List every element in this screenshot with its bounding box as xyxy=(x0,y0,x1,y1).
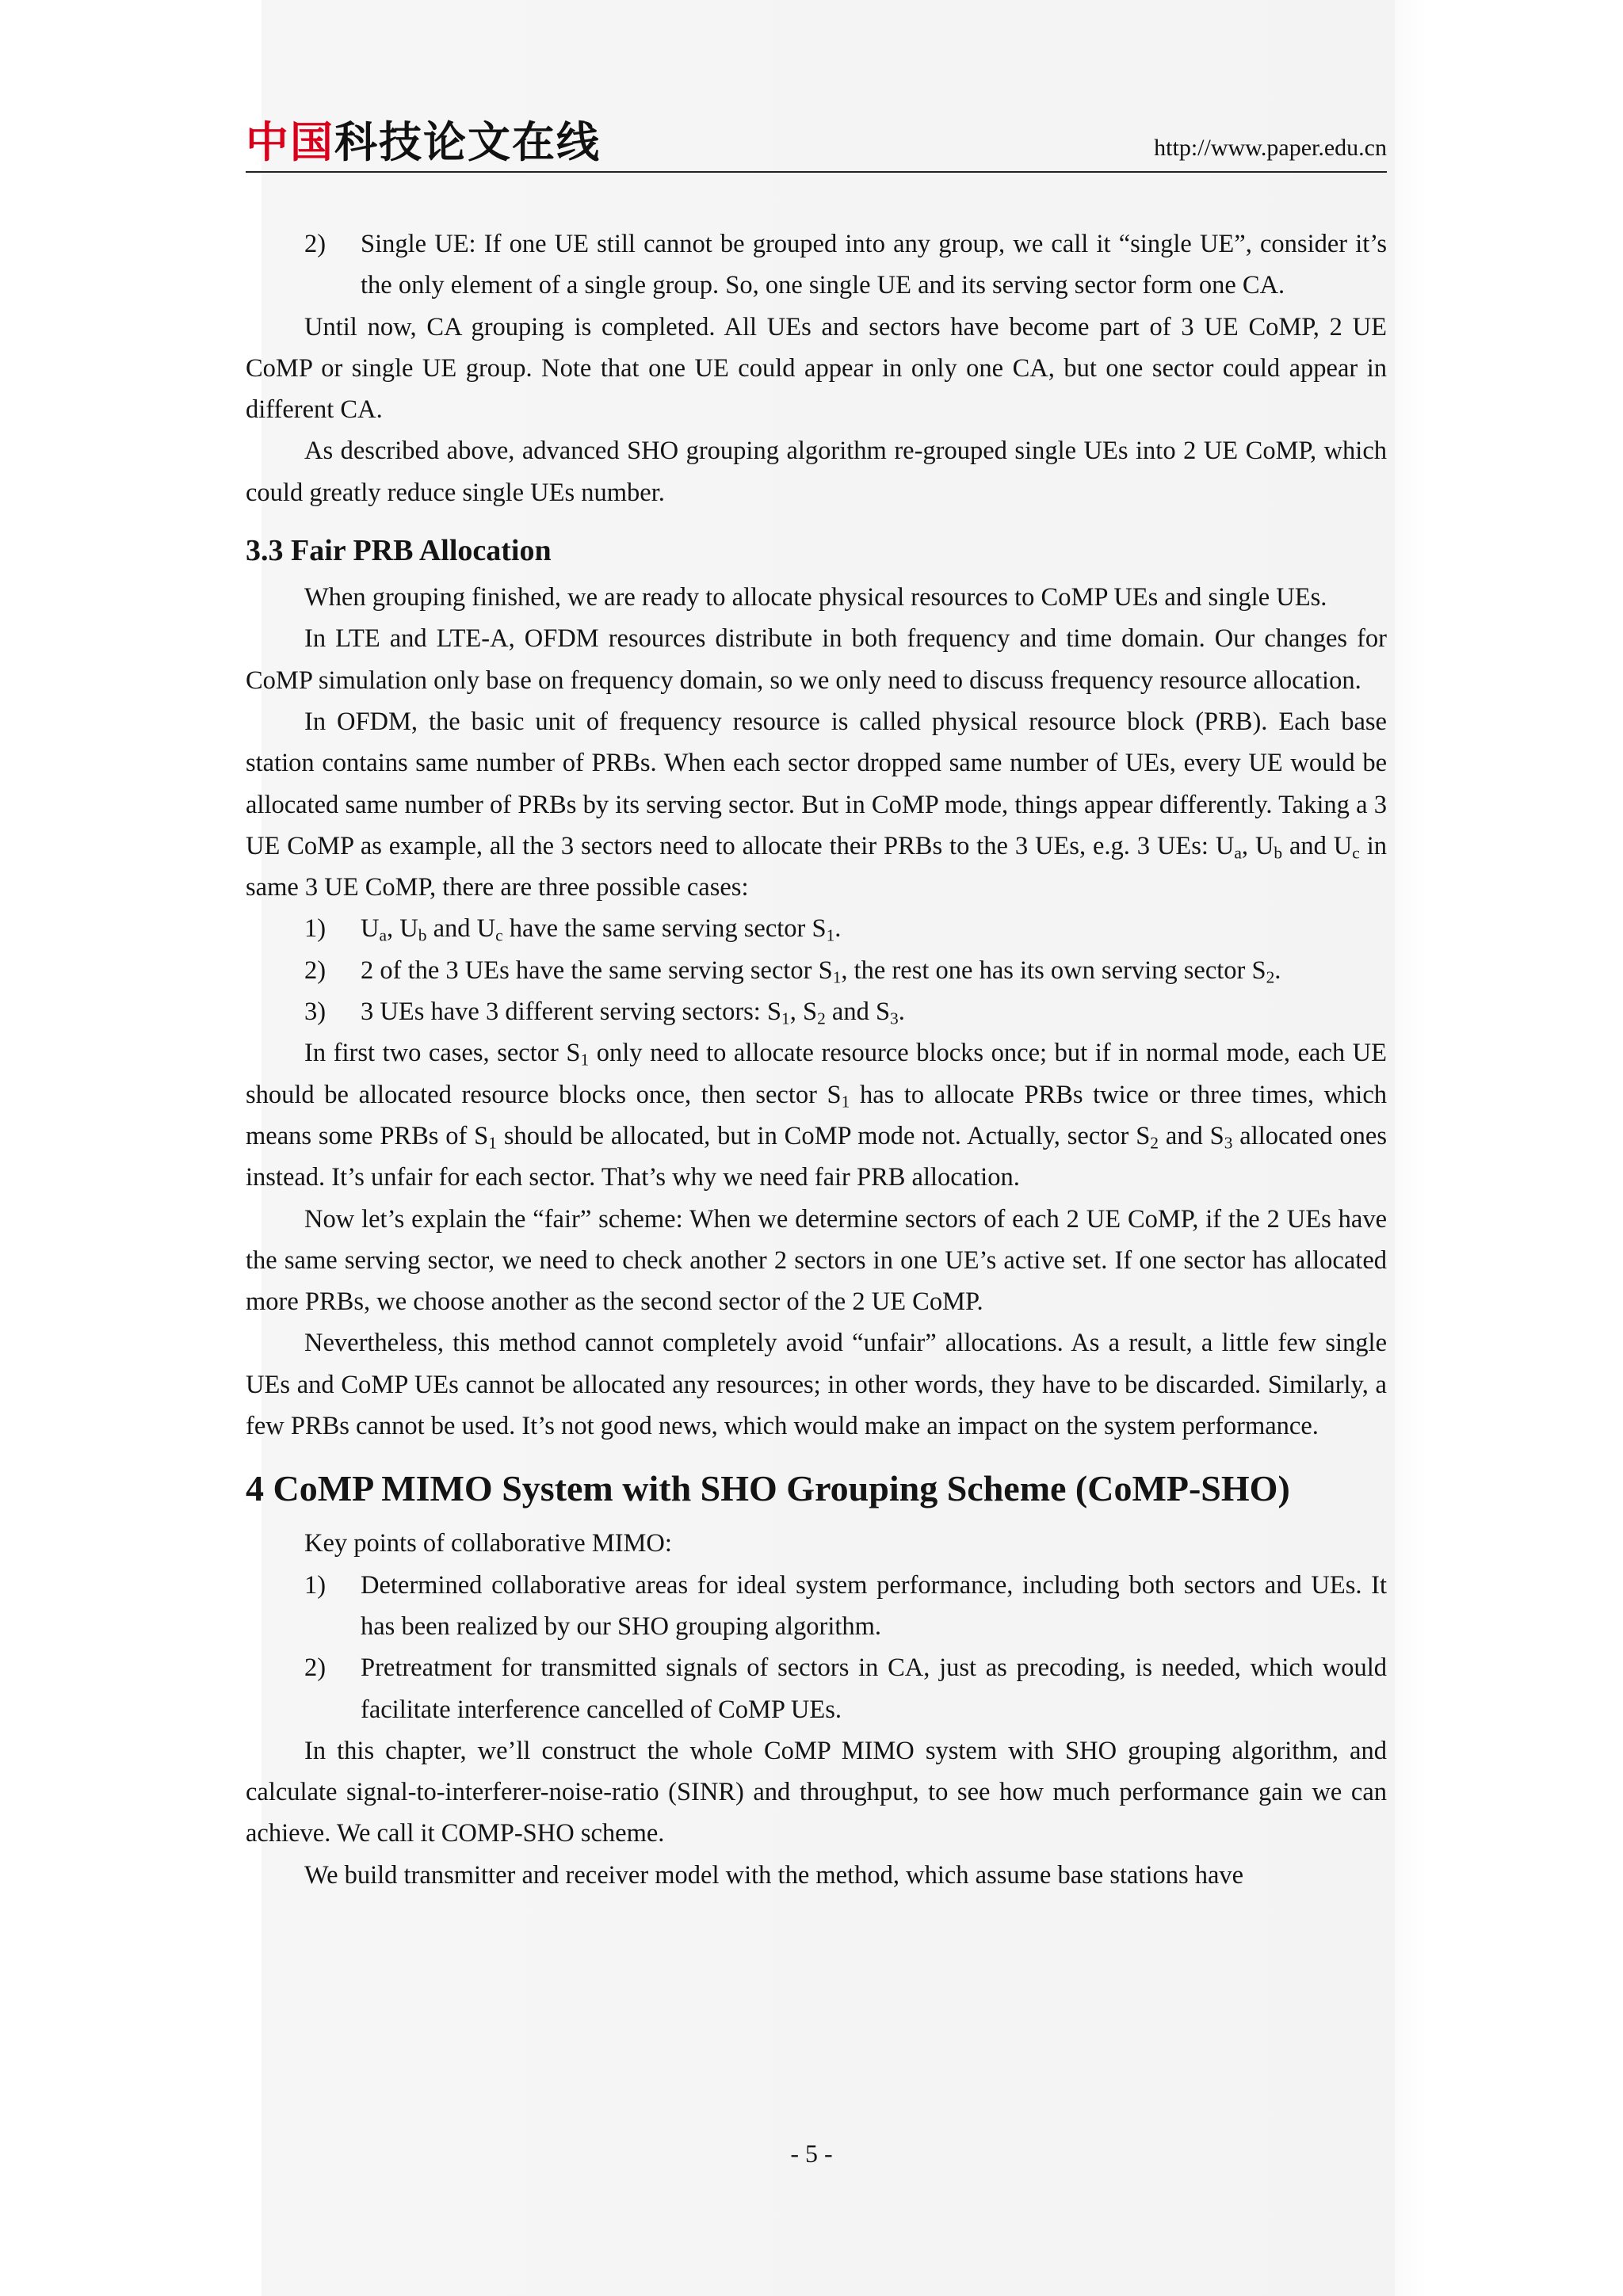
paragraph: Until now, CA grouping is completed. All UEs and sectors have become part of 3 UE CoMP, 2 UE CoMP or single UE group. Note that one UE could appear in only one CA, but one sector could appear in different CA. xyxy=(246,312,1387,425)
paragraph: In this chapter, we’ll construct the whole CoMP MIMO system with SHO grouping algorithm, and calculate signal-to-interferer-noise-ratio (SINR) and throughput, to see how much performance gain we can achieve. We call it COMP-SHO scheme. xyxy=(246,1736,1387,1848)
text-run: . xyxy=(1274,955,1281,985)
text-run: 2 of the 3 UEs have the same serving sector S xyxy=(361,955,833,985)
chapter-heading: 4 CoMP MIMO System with SHO Grouping Scheme (CoMP-SHO) xyxy=(246,1468,1290,1509)
subscript: c xyxy=(495,925,503,945)
subscript: 1 xyxy=(580,1050,590,1070)
text-run: In first two cases, sector S xyxy=(304,1039,581,1068)
header-url[interactable]: http://www.paper.edu.cn xyxy=(1154,135,1387,161)
page-header xyxy=(246,119,1387,173)
list-item-number: 1) xyxy=(304,1570,327,1600)
subscript: 2 xyxy=(817,1009,826,1028)
subscript: 2 xyxy=(1150,1133,1159,1153)
list-item-number: 2) xyxy=(304,955,327,985)
text-run: , the rest one has its own serving sector S xyxy=(841,955,1266,985)
subscript: 2 xyxy=(1266,967,1275,987)
text-run: only need to allocate resource blocks once; but if in normal mode, each UE should be allocated resource blocks once, then sector S xyxy=(246,1039,1387,1109)
list-item-number: 2) xyxy=(304,1653,327,1683)
list-item-text xyxy=(361,956,1281,985)
text-run: . xyxy=(898,997,905,1027)
text-run: U xyxy=(361,914,380,944)
subscript: 1 xyxy=(781,1009,790,1028)
text-run: , U xyxy=(387,914,418,944)
paragraph: As described above, advanced SHO grouping algorithm re-grouped single UEs into 2 UE CoMP, which could greatly reduce single UEs number. xyxy=(246,437,1387,507)
text-run: In OFDM, the basic unit of frequency resource is called physical resource block (PRB). Each base station contains same number of PRBs. When each sector dropped same number of UEs, every UE would be allocated same number of PRBs by its serving sector. But in CoMP mode, things appear differently. Taking a 3 UE CoMP as example, all the 3 sectors need to allocate their PRBs to the 3 UEs, e.g. 3 UEs: U xyxy=(246,707,1387,860)
list-item-number: 3) xyxy=(304,997,327,1027)
list-item xyxy=(246,950,1387,991)
list-item xyxy=(246,1565,1387,1648)
subscript: b xyxy=(418,925,427,945)
subscript: 1 xyxy=(488,1133,497,1153)
subscript: b xyxy=(1274,843,1283,863)
text-run: and U xyxy=(426,914,496,944)
section-heading: 3.3 Fair PRB Allocation xyxy=(246,534,552,568)
list-item xyxy=(246,991,1387,1032)
text-run: and S xyxy=(825,997,891,1027)
logo-red-part: 中国 xyxy=(246,117,334,167)
list-item xyxy=(246,908,1387,949)
paragraph: Now let’s explain the “fair” scheme: When we determine sectors of each 2 UE CoMP, if the 2 UEs have the same serving sector, we need to check another 2 sectors in one UE’s active set. If one sector has allocated more PRBs, we choose another as the second sector of the 2 UE CoMP. xyxy=(246,1204,1387,1317)
subscript: a xyxy=(379,925,387,945)
list-item-text: Pretreatment for transmitted signals of sectors in CA, just as precoding, is needed, which would facilitate interference cancelled of CoMP UEs. xyxy=(361,1653,1387,1724)
text-run: have the same serving sector S xyxy=(502,914,827,944)
journal-logo xyxy=(246,119,601,166)
text-run: and S xyxy=(1159,1121,1224,1150)
text-run: , S xyxy=(789,997,818,1027)
text-run: , U xyxy=(1241,831,1274,860)
text-run: in same 3 UE CoMP, there are three possible cases: xyxy=(246,831,1387,902)
text-run: 3 UEs have 3 different serving sectors: S xyxy=(361,997,782,1027)
body-text xyxy=(246,223,1387,1896)
text-run: allocated ones instead. It’s unfair for each sector. That’s why we need fair PRB allocation. xyxy=(246,1121,1387,1192)
paragraph xyxy=(246,1032,1387,1198)
paragraph: Nevertheless, this method cannot completely avoid “unfair” allocations. As a result, a little few single UEs and CoMP UEs cannot be allocated any resources; in other words, they have to be discarded. Similarly, a few PRBs cannot be used. It’s not good news, which would make an impact on the system performance. xyxy=(246,1329,1387,1441)
paragraph xyxy=(246,701,1387,908)
subscript: c xyxy=(1352,843,1360,863)
list-item-number: 2) xyxy=(304,230,327,258)
subscript: 1 xyxy=(832,967,842,987)
subscript: 1 xyxy=(826,925,835,945)
paragraph: Key points of collaborative MIMO: xyxy=(304,1529,672,1558)
subscript: a xyxy=(1234,843,1242,863)
subscript: 1 xyxy=(841,1092,850,1111)
list-item-text xyxy=(361,914,841,943)
text-run: . xyxy=(834,914,842,944)
paragraph: In LTE and LTE-A, OFDM resources distribute in both frequency and time domain. Our changes for CoMP simulation only base on frequency domain, so we only need to discuss frequency resource allocation. xyxy=(246,624,1387,695)
page-number: - 5 - xyxy=(790,2139,833,2168)
text-run: has to allocate PRBs twice or three times, which means some PRBs of S xyxy=(246,1080,1387,1150)
text-run: and U xyxy=(1282,831,1353,860)
list-item-text: Single UE: If one UE still cannot be grouped into any group, we call it “single UE”, consider it’s the only element of a single group. So, one single UE and its serving sector form one CA. xyxy=(361,230,1387,300)
list-item-number: 1) xyxy=(304,914,327,944)
paragraph: We build transmitter and receiver model with the method, which assume base stations have xyxy=(304,1860,1244,1890)
list-item-text: Determined collaborative areas for ideal system performance, including both sectors and UEs. It has been realized by our SHO grouping algorithm. xyxy=(361,1570,1387,1641)
list-item xyxy=(246,1647,1387,1730)
subscript: 3 xyxy=(890,1009,899,1028)
logo-black-part: 科技论文在线 xyxy=(334,117,601,167)
paragraph: When grouping finished, we are ready to allocate physical resources to CoMP UEs and single UEs. xyxy=(304,583,1327,612)
list-item-text xyxy=(361,997,905,1026)
list-item xyxy=(246,223,1387,307)
subscript: 3 xyxy=(1224,1133,1233,1153)
text-run: should be allocated, but in CoMP mode not. Actually, sector S xyxy=(496,1121,1151,1150)
